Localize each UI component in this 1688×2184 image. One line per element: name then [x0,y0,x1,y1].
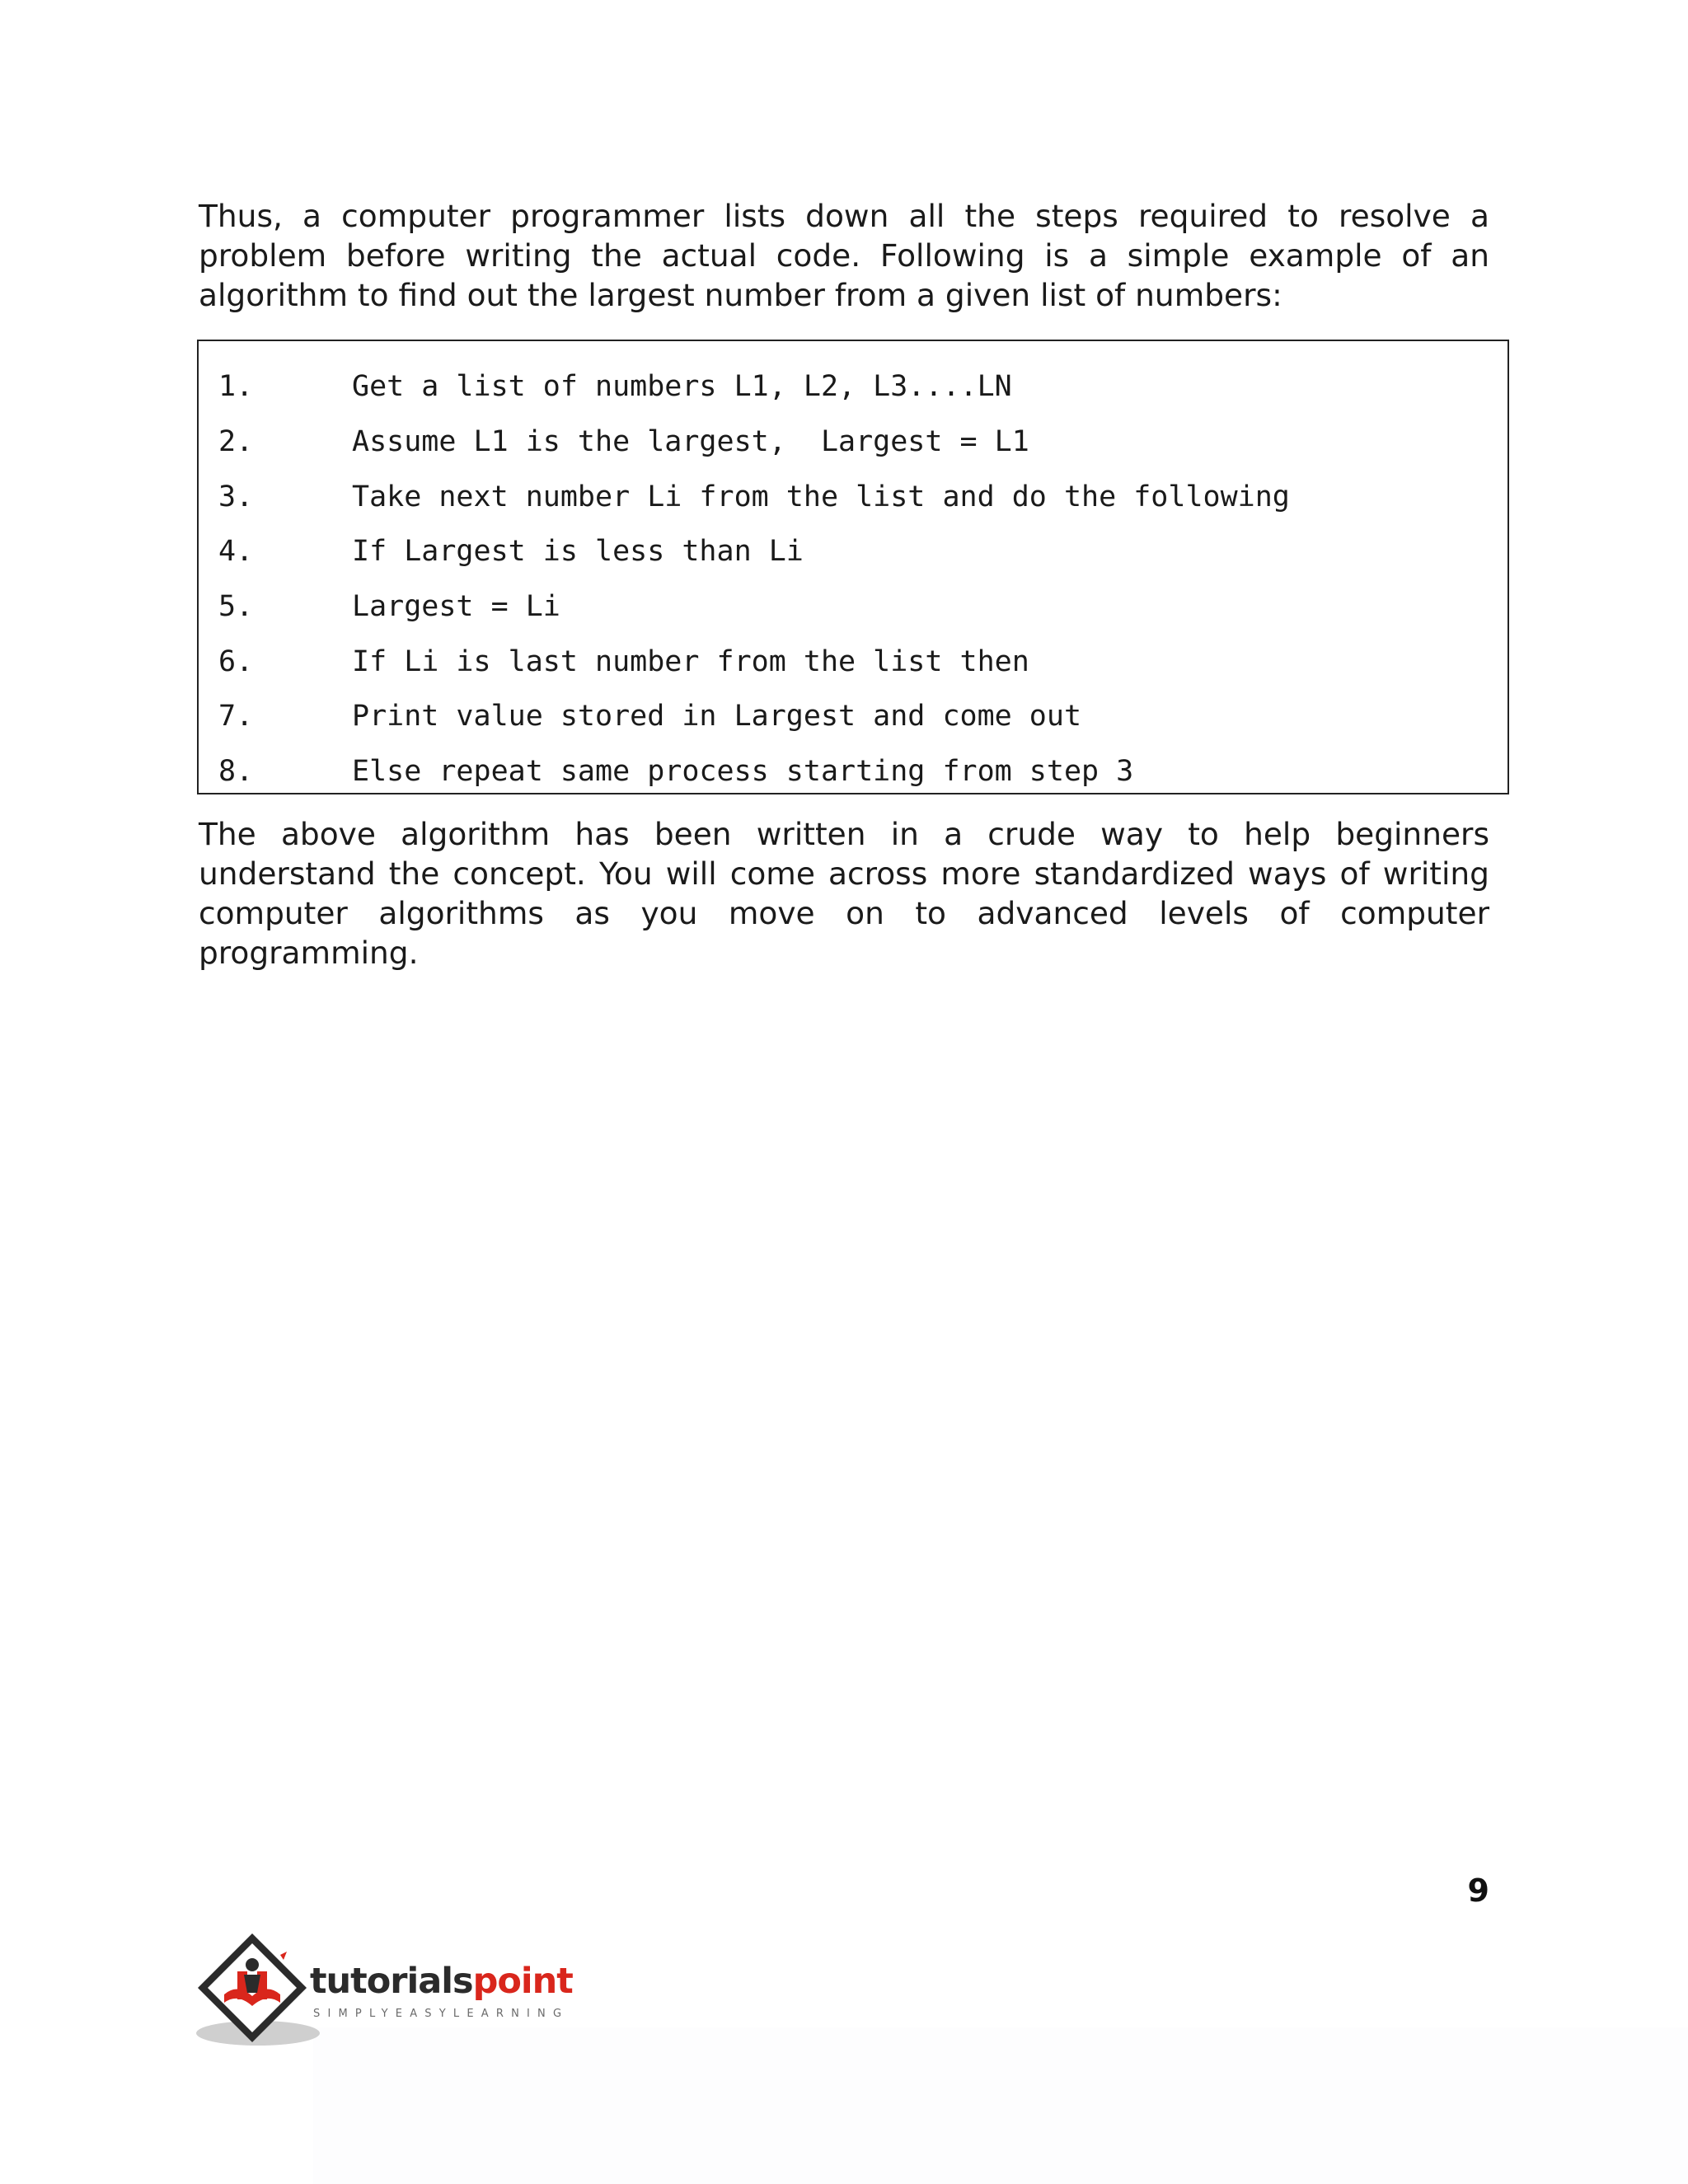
step-text: Else repeat same process starting from step 3 [352,755,1134,789]
algorithm-step [199,634,1507,689]
logo-tagline: SIMPLYEASYLEARNING [313,2008,570,2020]
algorithm-step [199,744,1507,799]
algorithm-step [199,415,1507,470]
page-number: 9 [1467,1872,1489,1909]
algorithm-step [199,359,1507,415]
algorithm-step [199,524,1507,579]
step-number: 1. [218,370,254,404]
step-text: Take next number Li from the list and do the following [352,480,1290,513]
step-text: If Largest is less than Li [352,535,804,569]
tutorialspoint-diamond-logo-icon [195,1930,310,2046]
step-text: Print value stored in Largest and come out [352,700,1082,733]
algorithm-steps-list [199,341,1507,799]
step-number: 5. [218,590,254,624]
logo-word-tutorials: tutorials [310,1961,473,2002]
step-text: Largest = Li [352,590,560,624]
step-number: 4. [218,535,254,569]
step-number: 7. [218,700,254,733]
step-text: If Li is last number from the list then [352,644,1029,678]
algorithm-step [199,579,1507,635]
outro-paragraph: The above algorithm has been written in a crude way to help beginners understand the concept. You will come across more standardized ways of writing computer algorithms as you move on to advanced levels of computer programming. [199,816,1489,971]
logo-word-point: point [472,1961,573,2002]
algorithm-code-box [197,340,1509,794]
tutorialspoint-logo [195,1930,590,2054]
logo-wordmark [310,1961,573,2001]
algorithm-step [199,689,1507,744]
step-text: Assume L1 is the largest, Largest = L1 [352,425,1029,459]
algorithm-step [199,469,1507,524]
step-number: 6. [218,644,254,678]
step-text: Get a list of numbers L1, L2, L3....LN [352,370,1012,404]
step-number: 8. [218,755,254,789]
step-number: 2. [218,425,254,459]
intro-paragraph: Thus, a computer programmer lists down all the steps required to resolve a problem before writing the actual code. Following is a simple example of an algorithm to find out the largest number from a given list of numbers: [199,198,1489,313]
step-number: 3. [218,480,254,513]
